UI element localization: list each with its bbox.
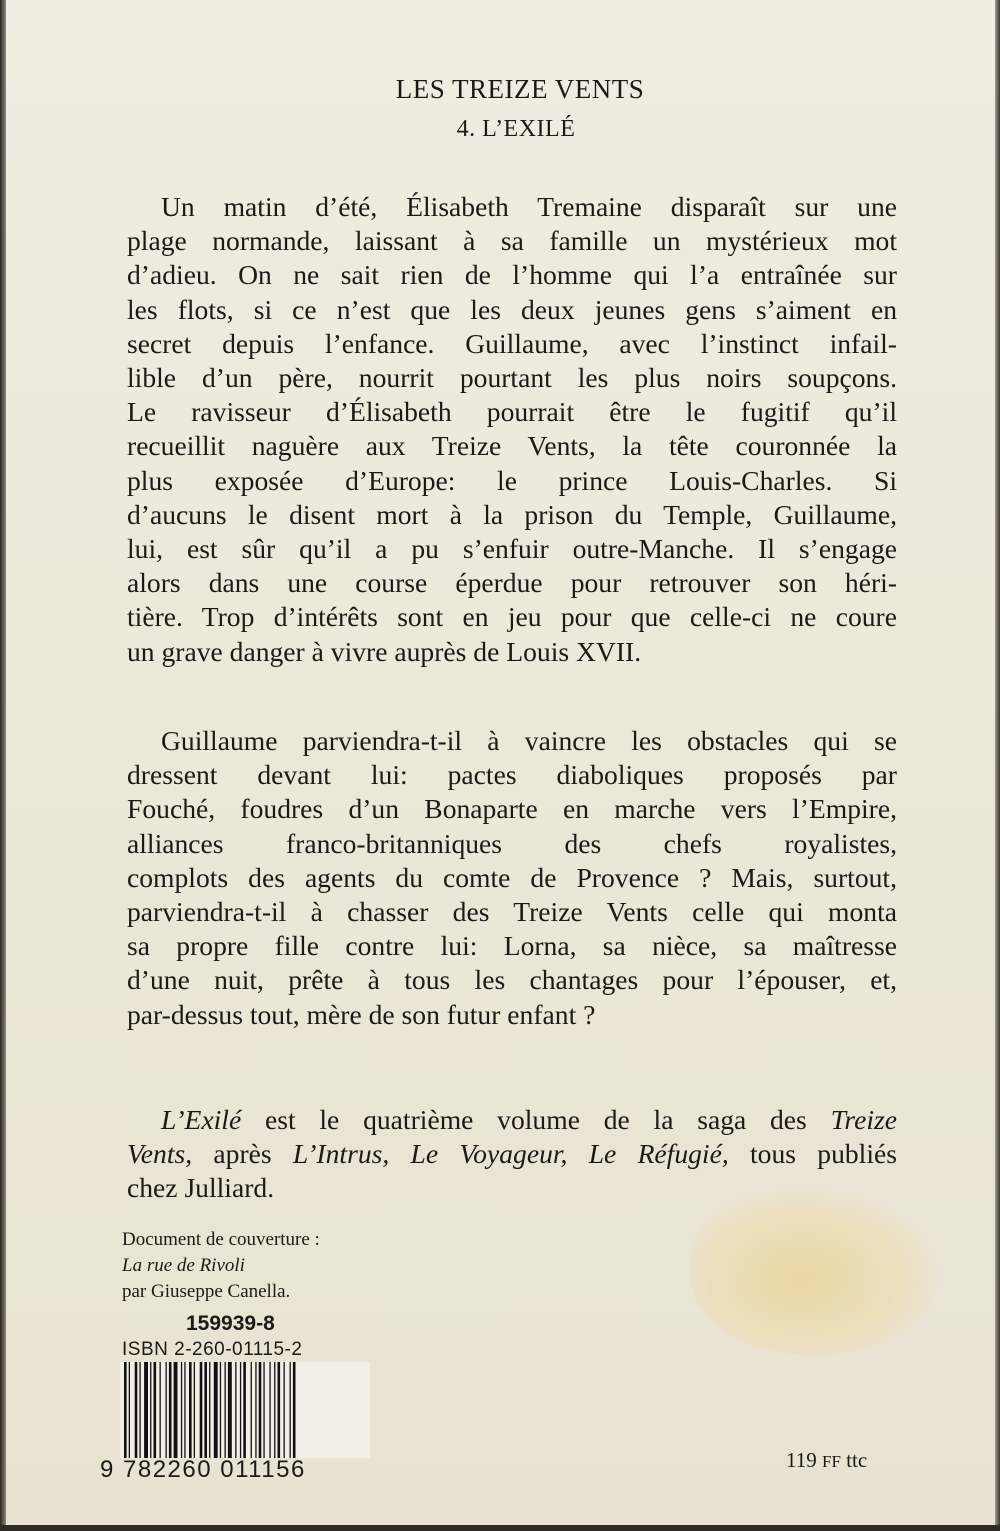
volume-title: 4. L’EXILÉ <box>456 116 576 142</box>
barcode-bar <box>139 1362 140 1458</box>
synopsis-paragraph-1 <box>127 190 897 669</box>
text-line: secret depuis l’enfance. Guillaume, avec l’instinct infail- <box>127 327 897 359</box>
text-line <box>127 1103 897 1137</box>
barcode-bar <box>263 1362 264 1458</box>
barcode-bar <box>274 1362 275 1458</box>
bottom-edge-shadow <box>0 1525 1000 1531</box>
text-line: recueillit naguère aux Treize Vents, la tête couronnée la <box>127 430 897 462</box>
text-line: les flots, si ce n’est que les deux jeunes gens s’aiment en <box>127 293 897 325</box>
credit-label: Document de couverture : <box>122 1229 320 1250</box>
paper-stain <box>690 1185 940 1355</box>
credit-artist: par Giuseppe Canella. <box>122 1281 291 1302</box>
text-line: alliances franco-britanniques des chefs royalistes, <box>127 827 897 859</box>
price-amount: 119 <box>786 1448 817 1472</box>
text-line: un grave danger à vivre auprès de Louis XVII. <box>127 635 642 667</box>
barcode-digits: 9 782260 011156 <box>100 1456 306 1483</box>
isbn: ISBN 2-260-01115-2 <box>122 1339 303 1360</box>
barcode-bar <box>184 1362 185 1458</box>
price <box>786 1448 867 1473</box>
text-line: par-dessus tout, mère de son futur enfant ? <box>127 998 596 1030</box>
barcode-bar <box>129 1362 130 1458</box>
text-line: tière. Trop d’intérêts sont en jeu pour que celle-ci ne coure <box>127 601 897 633</box>
barcode-bar <box>269 1362 270 1458</box>
internal-code: 159939-8 <box>186 1312 275 1335</box>
text-line: plus exposée d’Europe: le prince Louis-Charles. Si <box>127 464 897 496</box>
text-line: chez Julliard. <box>127 1172 275 1204</box>
text-line: Fouché, foudres d’un Bonaparte en marche vers l’Empire, <box>127 793 897 825</box>
barcode-bar <box>194 1362 195 1458</box>
barcode-bar <box>169 1362 172 1458</box>
barcode-bar <box>135 1362 138 1458</box>
left-edge-shadow <box>0 0 6 1531</box>
text-line: Guillaume parviendra-t-il à vaincre les obstacles qui se <box>161 725 897 756</box>
barcode-bar <box>235 1362 236 1458</box>
barcode-bar <box>290 1362 291 1458</box>
previous-volumes-italic: L’Intrus, Le Voyageur, Le Réfugié, <box>292 1138 729 1170</box>
price-tax: ttc <box>846 1448 868 1472</box>
barcode-bar <box>240 1362 241 1458</box>
credit-artwork: La rue de Rivoli <box>122 1255 245 1276</box>
barcode-bar <box>144 1362 148 1458</box>
text-line: d’aucuns le disent mort à la prison du Temple, Guillaume, <box>127 498 897 530</box>
text-line: Un matin d’été, Élisabeth Tremaine disparaît sur une <box>161 191 897 222</box>
barcode-bar <box>228 1362 232 1458</box>
text-line: d’adieu. On ne sait rien de l’homme qui l’a entraînée sur <box>127 259 897 291</box>
barcode <box>120 1362 370 1458</box>
barcode-bar <box>166 1362 167 1458</box>
barcode-bar <box>214 1362 218 1458</box>
barcode-bar <box>255 1362 256 1458</box>
barcode-bar <box>251 1362 252 1458</box>
barcode-bar <box>204 1362 207 1458</box>
barcode-bar <box>174 1362 178 1458</box>
barcode-bar <box>200 1362 203 1458</box>
barcode-bar <box>220 1362 221 1458</box>
barcode-bar <box>189 1362 192 1458</box>
barcode-bar <box>243 1362 246 1458</box>
barcode-bar <box>209 1362 210 1458</box>
text-line: parviendra-t-il à chasser des Treize Vents celle qui monta <box>127 896 897 928</box>
cover-credit <box>122 1227 320 1305</box>
barcode-bar <box>225 1362 226 1458</box>
text-line: Le ravisseur d’Élisabeth pourrait être le fugitif qu’il <box>127 396 897 428</box>
text-line: alors dans une course éperdue pour retrouver son héri- <box>127 567 897 599</box>
text-line: complots des agents du comte de Provence ? Mais, surtout, <box>127 861 897 893</box>
text-line: lui, est sûr qu’il a pu s’enfuir outre-Manche. Il s’engage <box>127 533 897 565</box>
book-title-italic: L’Exilé <box>161 1104 242 1135</box>
text-line: plage normande, laissant à sa famille un mystérieux mot <box>127 225 897 257</box>
price-currency: FF <box>821 1452 841 1471</box>
barcode-bar <box>284 1362 285 1458</box>
right-edge-shadow <box>995 0 1000 1531</box>
text-line: d’une nuit, prête à tous les chantages pour l’épouser, et, <box>127 964 897 996</box>
barcode-bar <box>181 1362 182 1458</box>
saga-title-italic: Treize <box>830 1104 897 1135</box>
text-line <box>127 1137 897 1171</box>
barcode-bar <box>293 1362 296 1458</box>
barcode-bar <box>160 1362 161 1458</box>
text-run: est le quatrième volume de la saga des <box>241 1104 831 1135</box>
text-run: après <box>192 1138 293 1170</box>
saga-title-italic: Vents, <box>127 1138 193 1170</box>
barcode-bar <box>124 1362 127 1458</box>
saga-note-paragraph <box>127 1103 897 1206</box>
barcode-bar <box>150 1362 151 1458</box>
barcode-bar <box>278 1362 281 1458</box>
synopsis-paragraph-2 <box>127 724 897 1032</box>
text-run: tous publiés <box>728 1138 897 1170</box>
barcode-bar <box>154 1362 157 1458</box>
barcode-bar <box>259 1362 262 1458</box>
series-title: LES TREIZE VENTS <box>395 74 645 104</box>
text-line: sa propre fille contre lui: Lorna, sa nièce, sa maîtresse <box>127 930 897 962</box>
text-line: lible d’un père, nourrit pourtant les plus noirs soupçons. <box>127 362 897 394</box>
text-line: dressent devant lui: pactes diaboliques proposés par <box>127 759 897 791</box>
